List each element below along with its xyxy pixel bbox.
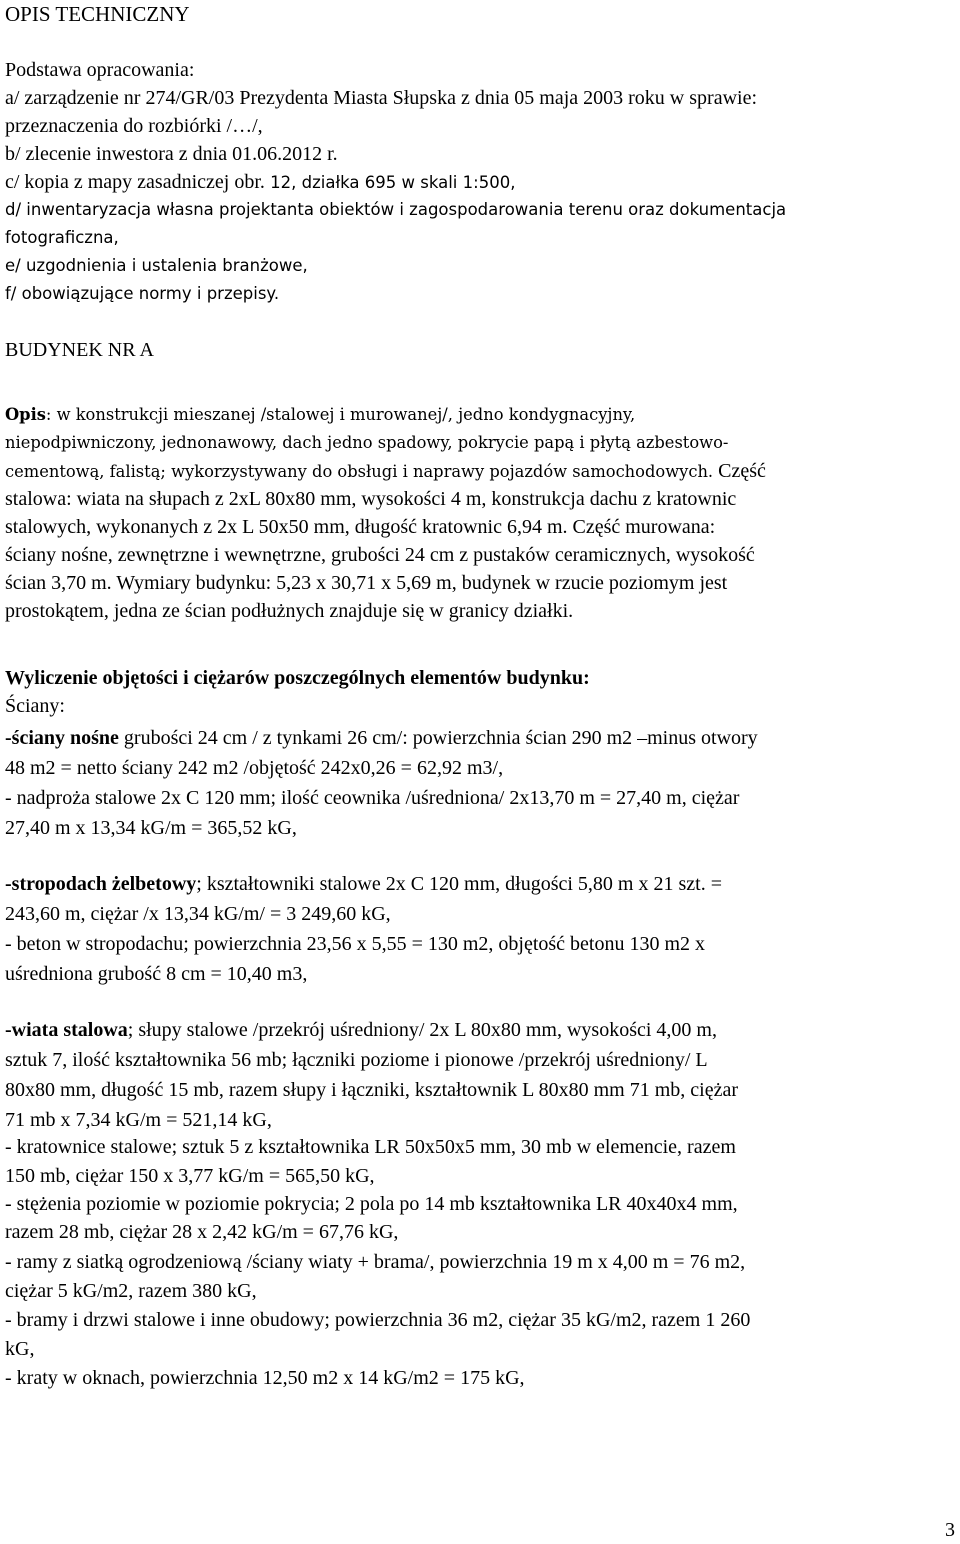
shelter-line-7: - stężenia poziomie w poziomie pokrycia; 2 pola po 14 mb kształtownika LR 40x40x4 mm, <box>5 1193 738 1215</box>
shelter-line-1-rest: ; słupy stalowe /przekrój uśredniony/ 2x L 80x80 mm, wysokości 4,00 m, <box>127 1019 717 1041</box>
opis-text-7b: Wymiary budynku: 5,23 x 30,71 x 5,69 m, budynek w rzucie poziomym jest <box>111 572 728 594</box>
shelter-line-1 <box>5 1016 717 1044</box>
opis-line-6: ściany nośne, zewnętrzne i wewnętrzne, grubości 24 cm z pustaków ceramicznych, wysokość <box>5 544 755 566</box>
calc-heading <box>5 664 590 692</box>
walls-line-1-rest: grubości 24 cm / z tynkami 26 cm/: powierzchnia ścian 290 m2 –minus otwory <box>118 727 758 749</box>
opis-line-1 <box>5 401 635 429</box>
walls-line-1-bold: -ściany nośne <box>5 727 119 749</box>
roof-line-3: - beton w stropodachu; powierzchnia 23,56 x 5,55 = 130 m2, objętość betonu 130 m2 x <box>5 933 706 955</box>
roof-line-1 <box>5 870 722 898</box>
shelter-line-5: - kratownice stalowe; sztuk 5 z kształtownika LR 50x50x5 mm, 30 mb w elemencie, razem <box>5 1136 736 1158</box>
shelter-line-8: razem 28 mb, ciężar 28 x 2,42 kG/m = 67,76 kG, <box>5 1221 399 1243</box>
building-heading: BUDYNEK NR A <box>5 339 154 361</box>
basis-item-f: f/ obowiązujące normy i przepisy. <box>5 284 280 303</box>
shelter-line-12: kG, <box>5 1338 35 1360</box>
basis-heading: Podstawa opracowania: <box>5 59 195 81</box>
roof-line-1-rest: ; kształtowniki stalowe 2x C 120 mm, długości 5,80 m x 21 szt. = <box>196 873 722 895</box>
opis-line-2: niepodpiwniczony, jednonawowy, dach jedno spadowy, pokrycie papą i płytą azbestowo- <box>5 433 729 452</box>
page-number: 3 <box>945 1519 955 1541</box>
calc-heading-text: Wyliczenie objętości i ciężarów poszczególnych elementów budynku: <box>5 667 590 689</box>
opis-line-4: stalowa: wiata na słupach z 2xL 80x80 mm, wysokości 4 m, konstrukcja dachu z kratownic <box>5 488 737 510</box>
walls-line-4: 27,40 m x 13,34 kG/m = 365,52 kG, <box>5 817 297 839</box>
basis-item-d: d/ inwentaryzacja własna projektanta obiektów i zagospodarowania terenu oraz dokumentacja <box>5 200 787 219</box>
shelter-line-13: - kraty w oknach, powierzchnia 12,50 m2 x 14 kG/m2 = 175 kG, <box>5 1367 525 1389</box>
walls-line-2: 48 m2 = netto ściany 242 m2 /objętość 242x0,26 = 62,92 m3/, <box>5 757 504 779</box>
opis-line-3 <box>5 457 766 486</box>
roof-line-2: 243,60 m, ciężar /x 13,34 kG/m/ = 3 249,60 kG, <box>5 903 391 925</box>
roof-line-1-bold: -stropodach żelbetowy <box>5 873 197 895</box>
shelter-line-1-bold: -wiata stalowa <box>5 1019 128 1041</box>
walls-line-1 <box>5 724 758 752</box>
roof-line-4: uśredniona grubość 8 cm = 10,40 m3, <box>5 963 308 985</box>
basis-item-d-cont: fotograficzna, <box>5 228 119 247</box>
shelter-line-2: sztuk 7, ilość kształtownika 56 mb; łączniki poziome i pionowe /przekrój uśredniony/ L <box>5 1049 708 1071</box>
basis-item-a: a/ zarządzenie nr 274/GR/03 Prezydenta Miasta Słupska z dnia 05 maja 2003 roku w sprawie: <box>5 87 758 109</box>
opis-text-5a: stalowych, wykonanych z 2x L 50x50 mm, długość kratownic 6,94 m. <box>5 516 568 538</box>
shelter-line-9: - ramy z siatką ogrodzeniową /ściany wiaty + brama/, powierzchnia 19 m x 4,00 m = 76 m2, <box>5 1251 746 1273</box>
opis-text-1: : w konstrukcji mieszanej /stalowej i murowanej/, jedno kondygnacyjny, <box>45 405 636 424</box>
opis-line-7 <box>5 569 727 597</box>
shelter-line-4: 71 mb x 7,34 kG/m = 521,14 kG, <box>5 1109 272 1131</box>
shelter-line-11: - bramy i drzwi stalowe i inne obudowy; powierzchnia 36 m2, ciężar 35 kG/m2, razem 1 260 <box>5 1309 751 1331</box>
basis-item-a-cont: przeznaczenia do rozbiórki /…/, <box>5 115 263 137</box>
basis-item-c-part2: 12, działka 695 w skali 1:500, <box>264 173 516 192</box>
basis-item-e: e/ uzgodnienia i ustalenia branżowe, <box>5 256 308 275</box>
basis-item-b: b/ zlecenie inwestora z dnia 01.06.2012 r. <box>5 143 338 165</box>
opis-line-8: prostokątem, jedna ze ścian podłużnych znajduje się w granicy działki. <box>5 600 574 622</box>
shelter-line-10: ciężar 5 kG/m2, razem 380 kG, <box>5 1280 257 1302</box>
shelter-line-6: 150 mb, ciężar 150 x 3,77 kG/m = 565,50 kG, <box>5 1165 375 1187</box>
walls-label: Ściany: <box>5 695 65 717</box>
opis-label: Opis <box>5 405 46 424</box>
opis-line-5 <box>5 513 715 541</box>
basis-item-c <box>5 168 515 197</box>
opis-text-3a: cementową, falistą; wykorzystywany do obsługi i naprawy pojazdów samochodowych. <box>5 462 714 481</box>
shelter-line-3: 80x80 mm, długość 15 mb, razem słupy i łączniki, kształtownik L 80x80 mm 71 mb, ciężar <box>5 1079 739 1101</box>
opis-text-7a: ścian 3,70 m. <box>5 572 112 594</box>
opis-text-3b: Część <box>713 460 766 482</box>
document-title: OPIS TECHNICZNY <box>5 2 190 26</box>
walls-line-3: - nadproża stalowe 2x C 120 mm; ilość ceownika /uśredniona/ 2x13,70 m = 27,40 m, ciężar <box>5 787 740 809</box>
basis-item-c-part1: c/ kopia z mapy zasadniczej obr. <box>5 171 265 193</box>
opis-text-5b: Część murowana: <box>567 516 716 538</box>
